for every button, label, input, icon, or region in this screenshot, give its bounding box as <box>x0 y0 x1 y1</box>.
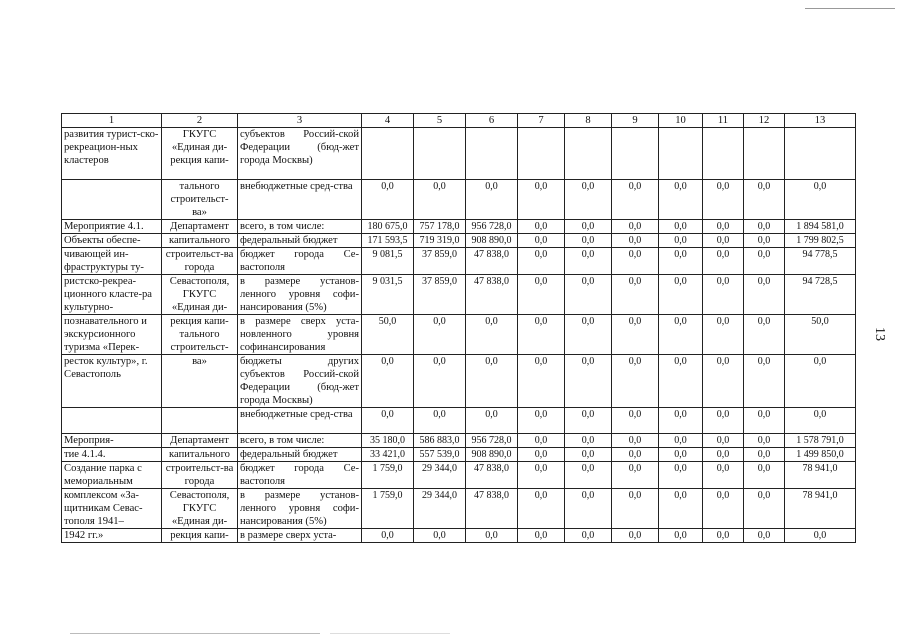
header-cell: 7 <box>518 114 565 128</box>
table-row <box>62 434 856 448</box>
funding-source-cell: всего, в том числе: <box>238 220 362 234</box>
amount-cell: 0,0 <box>466 315 518 355</box>
amount-cell: 0,0 <box>785 529 856 543</box>
amount-cell: 0,0 <box>703 529 744 543</box>
amount-cell: 0,0 <box>703 489 744 529</box>
funding-source-cell: всего, в том числе: <box>238 434 362 448</box>
funding-source-cell: бюджет города Се-вастополя <box>238 462 362 489</box>
amount-cell: 94 778,5 <box>785 248 856 275</box>
amount-cell <box>744 128 785 180</box>
amount-cell: 0,0 <box>612 180 659 220</box>
amount-cell: 1 799 802,5 <box>785 234 856 248</box>
amount-cell: 956 728,0 <box>466 434 518 448</box>
amount-cell: 0,0 <box>565 355 612 408</box>
amount-cell: 0,0 <box>703 355 744 408</box>
amount-cell: 0,0 <box>744 448 785 462</box>
amount-cell: 35 180,0 <box>362 434 414 448</box>
table-row <box>62 448 856 462</box>
amount-cell: 0,0 <box>414 529 466 543</box>
table-row <box>62 128 856 180</box>
amount-cell: 1 759,0 <box>362 462 414 489</box>
amount-cell: 47 838,0 <box>466 275 518 315</box>
amount-cell: 0,0 <box>703 448 744 462</box>
executor-cell: рекция капи- <box>162 529 238 543</box>
amount-cell: 0,0 <box>612 489 659 529</box>
executor-cell: капитального <box>162 448 238 462</box>
funding-source-cell: в размере установ-ленного уровня софи-нансирования (5%) <box>238 275 362 315</box>
amount-cell: 0,0 <box>744 315 785 355</box>
amount-cell: 0,0 <box>518 315 565 355</box>
amount-cell: 0,0 <box>612 434 659 448</box>
amount-cell: 47 838,0 <box>466 489 518 529</box>
amount-cell: 0,0 <box>785 180 856 220</box>
amount-cell: 37 859,0 <box>414 248 466 275</box>
amount-cell: 171 593,5 <box>362 234 414 248</box>
amount-cell: 0,0 <box>703 315 744 355</box>
amount-cell <box>659 128 703 180</box>
amount-cell: 0,0 <box>612 529 659 543</box>
amount-cell: 0,0 <box>612 315 659 355</box>
activity-name-cell: тие 4.1.4. <box>62 448 162 462</box>
amount-cell: 0,0 <box>518 220 565 234</box>
amount-cell: 0,0 <box>612 355 659 408</box>
table-row <box>62 315 856 355</box>
amount-cell: 0,0 <box>565 234 612 248</box>
funding-source-cell: федеральный бюджет <box>238 448 362 462</box>
table-row <box>62 248 856 275</box>
amount-cell: 757 178,0 <box>414 220 466 234</box>
amount-cell: 0,0 <box>744 462 785 489</box>
executor-cell: строительст-ва города <box>162 462 238 489</box>
amount-cell: 0,0 <box>518 448 565 462</box>
amount-cell <box>518 128 565 180</box>
amount-cell: 0,0 <box>659 355 703 408</box>
activity-name-cell: чивающей ин-фраструктуры ту- <box>62 248 162 275</box>
executor-cell: тального строительст-ва» <box>162 180 238 220</box>
amount-cell: 908 890,0 <box>466 448 518 462</box>
amount-cell: 0,0 <box>659 462 703 489</box>
table-row <box>62 408 856 434</box>
amount-cell: 0,0 <box>518 434 565 448</box>
amount-cell: 9 081,5 <box>362 248 414 275</box>
amount-cell: 0,0 <box>659 434 703 448</box>
amount-cell <box>612 128 659 180</box>
funding-source-cell: бюджеты других субъектов Россий-ской Федерации (бюд-жет города Москвы) <box>238 355 362 408</box>
amount-cell: 0,0 <box>659 315 703 355</box>
header-cell: 5 <box>414 114 466 128</box>
amount-cell <box>703 128 744 180</box>
amount-cell: 0,0 <box>518 248 565 275</box>
table-row <box>62 220 856 234</box>
table-row <box>62 180 856 220</box>
amount-cell: 50,0 <box>362 315 414 355</box>
executor-cell: капитального <box>162 234 238 248</box>
executor-cell: ГКУГС «Единая ди-рекция капи- <box>162 128 238 180</box>
amount-cell: 0,0 <box>744 275 785 315</box>
amount-cell: 78 941,0 <box>785 489 856 529</box>
amount-cell: 0,0 <box>744 434 785 448</box>
amount-cell: 1 894 581,0 <box>785 220 856 234</box>
amount-cell: 1 499 850,0 <box>785 448 856 462</box>
amount-cell: 0,0 <box>414 408 466 434</box>
amount-cell: 0,0 <box>703 180 744 220</box>
funding-source-cell: внебюджетные сред-ства <box>238 408 362 434</box>
amount-cell: 956 728,0 <box>466 220 518 234</box>
header-cell: 1 <box>62 114 162 128</box>
activity-name-cell: комплексом «За-щитникам Севас-тополя 1941– <box>62 489 162 529</box>
amount-cell: 0,0 <box>565 448 612 462</box>
activity-name-cell: Мероприятие 4.1. <box>62 220 162 234</box>
amount-cell: 0,0 <box>703 275 744 315</box>
amount-cell: 0,0 <box>659 180 703 220</box>
amount-cell: 0,0 <box>414 180 466 220</box>
amount-cell: 0,0 <box>659 275 703 315</box>
amount-cell: 47 838,0 <box>466 248 518 275</box>
amount-cell: 0,0 <box>744 248 785 275</box>
amount-cell: 0,0 <box>744 408 785 434</box>
activity-name-cell: ристско-рекреа-ционного класте-ра культурно- <box>62 275 162 315</box>
executor-cell: Севастополя, ГКУГС «Единая ди- <box>162 489 238 529</box>
amount-cell: 0,0 <box>659 220 703 234</box>
table-row <box>62 529 856 543</box>
amount-cell: 0,0 <box>612 220 659 234</box>
amount-cell: 78 941,0 <box>785 462 856 489</box>
executor-cell: Севастополя, ГКУГС «Единая ди- <box>162 275 238 315</box>
amount-cell: 0,0 <box>565 408 612 434</box>
amount-cell <box>785 128 856 180</box>
amount-cell: 47 838,0 <box>466 462 518 489</box>
amount-cell: 0,0 <box>565 489 612 529</box>
amount-cell: 0,0 <box>703 462 744 489</box>
amount-cell: 0,0 <box>414 315 466 355</box>
amount-cell: 1 578 791,0 <box>785 434 856 448</box>
header-cell: 10 <box>659 114 703 128</box>
amount-cell: 0,0 <box>565 315 612 355</box>
amount-cell: 0,0 <box>612 234 659 248</box>
amount-cell: 0,0 <box>362 529 414 543</box>
executor-cell: ва» <box>162 355 238 408</box>
amount-cell: 0,0 <box>703 220 744 234</box>
amount-cell: 29 344,0 <box>414 462 466 489</box>
amount-cell: 0,0 <box>565 220 612 234</box>
table-row <box>62 234 856 248</box>
amount-cell: 0,0 <box>744 355 785 408</box>
amount-cell: 0,0 <box>659 448 703 462</box>
activity-name-cell: развития турист-ско-рекреацион-ных кластеров <box>62 128 162 180</box>
funding-source-cell: федеральный бюджет <box>238 234 362 248</box>
amount-cell: 33 421,0 <box>362 448 414 462</box>
amount-cell: 557 539,0 <box>414 448 466 462</box>
executor-cell <box>162 408 238 434</box>
amount-cell: 0,0 <box>703 248 744 275</box>
amount-cell: 0,0 <box>785 355 856 408</box>
funding-source-cell: бюджет города Се-вастополя <box>238 248 362 275</box>
amount-cell: 94 728,5 <box>785 275 856 315</box>
amount-cell: 180 675,0 <box>362 220 414 234</box>
amount-cell: 0,0 <box>703 408 744 434</box>
amount-cell: 0,0 <box>565 180 612 220</box>
budget-table <box>61 113 856 543</box>
header-cell: 2 <box>162 114 238 128</box>
amount-cell: 0,0 <box>362 180 414 220</box>
top-rule-line <box>805 8 895 9</box>
activity-name-cell: Объекты обеспе- <box>62 234 162 248</box>
amount-cell: 0,0 <box>744 234 785 248</box>
activity-name-cell <box>62 408 162 434</box>
header-cell: 9 <box>612 114 659 128</box>
header-cell: 11 <box>703 114 744 128</box>
amount-cell <box>466 128 518 180</box>
amount-cell: 0,0 <box>612 248 659 275</box>
amount-cell: 0,0 <box>612 275 659 315</box>
amount-cell: 0,0 <box>565 434 612 448</box>
amount-cell: 719 319,0 <box>414 234 466 248</box>
amount-cell: 0,0 <box>659 408 703 434</box>
activity-name-cell: 1942 гг.» <box>62 529 162 543</box>
amount-cell: 0,0 <box>659 234 703 248</box>
executor-cell: строительст-ва города <box>162 248 238 275</box>
funding-source-cell: внебюджетные сред-ства <box>238 180 362 220</box>
amount-cell: 0,0 <box>518 275 565 315</box>
table-row <box>62 355 856 408</box>
executor-cell: Департамент <box>162 220 238 234</box>
activity-name-cell: Мероприя- <box>62 434 162 448</box>
amount-cell: 0,0 <box>659 248 703 275</box>
amount-cell: 0,0 <box>659 489 703 529</box>
funding-source-cell: в размере установ-ленного уровня софи-нансирования (5%) <box>238 489 362 529</box>
amount-cell: 0,0 <box>362 355 414 408</box>
amount-cell: 0,0 <box>744 529 785 543</box>
amount-cell: 0,0 <box>518 462 565 489</box>
bottom-rule-line-faint <box>330 633 450 634</box>
header-cell: 8 <box>565 114 612 128</box>
amount-cell: 0,0 <box>565 248 612 275</box>
amount-cell: 0,0 <box>518 408 565 434</box>
amount-cell: 0,0 <box>466 180 518 220</box>
header-cell: 12 <box>744 114 785 128</box>
activity-name-cell <box>62 180 162 220</box>
header-cell: 4 <box>362 114 414 128</box>
amount-cell: 29 344,0 <box>414 489 466 529</box>
amount-cell: 0,0 <box>744 180 785 220</box>
funding-source-cell: в размере сверх уста-новленного уровня софинансирования <box>238 315 362 355</box>
amount-cell: 1 759,0 <box>362 489 414 529</box>
page-number: 13 <box>872 327 887 341</box>
amount-cell <box>362 128 414 180</box>
amount-cell: 0,0 <box>659 529 703 543</box>
header-cell: 6 <box>466 114 518 128</box>
activity-name-cell: Создание парка с мемориальным <box>62 462 162 489</box>
funding-source-cell: в размере сверх уста- <box>238 529 362 543</box>
amount-cell: 0,0 <box>565 275 612 315</box>
activity-name-cell: познавательного и экскурсионного туризма «Перек- <box>62 315 162 355</box>
amount-cell: 50,0 <box>785 315 856 355</box>
amount-cell: 0,0 <box>612 448 659 462</box>
amount-cell: 586 883,0 <box>414 434 466 448</box>
amount-cell: 0,0 <box>518 180 565 220</box>
amount-cell: 0,0 <box>466 529 518 543</box>
amount-cell: 0,0 <box>518 355 565 408</box>
amount-cell: 0,0 <box>612 462 659 489</box>
amount-cell <box>565 128 612 180</box>
amount-cell: 0,0 <box>703 234 744 248</box>
amount-cell: 0,0 <box>744 220 785 234</box>
amount-cell: 0,0 <box>466 355 518 408</box>
amount-cell <box>414 128 466 180</box>
amount-cell: 0,0 <box>612 408 659 434</box>
activity-name-cell: ресток культур», г. Севастополь <box>62 355 162 408</box>
table-row <box>62 462 856 489</box>
amount-cell: 0,0 <box>518 529 565 543</box>
header-cell: 3 <box>238 114 362 128</box>
table-row <box>62 275 856 315</box>
amount-cell: 0,0 <box>703 434 744 448</box>
amount-cell: 0,0 <box>518 489 565 529</box>
bottom-rule-line <box>70 633 320 634</box>
amount-cell: 0,0 <box>565 462 612 489</box>
header-cell: 13 <box>785 114 856 128</box>
amount-cell: 0,0 <box>565 529 612 543</box>
amount-cell: 0,0 <box>362 408 414 434</box>
table-row <box>62 489 856 529</box>
amount-cell: 908 890,0 <box>466 234 518 248</box>
amount-cell: 37 859,0 <box>414 275 466 315</box>
amount-cell: 0,0 <box>785 408 856 434</box>
executor-cell: рекция капи-тального строительст- <box>162 315 238 355</box>
amount-cell: 0,0 <box>744 489 785 529</box>
amount-cell: 9 031,5 <box>362 275 414 315</box>
amount-cell: 0,0 <box>414 355 466 408</box>
funding-source-cell: субъектов Россий-ской Федерации (бюд-жет города Москвы) <box>238 128 362 180</box>
amount-cell: 0,0 <box>466 408 518 434</box>
header-row <box>62 114 856 128</box>
amount-cell: 0,0 <box>518 234 565 248</box>
executor-cell: Департамент <box>162 434 238 448</box>
